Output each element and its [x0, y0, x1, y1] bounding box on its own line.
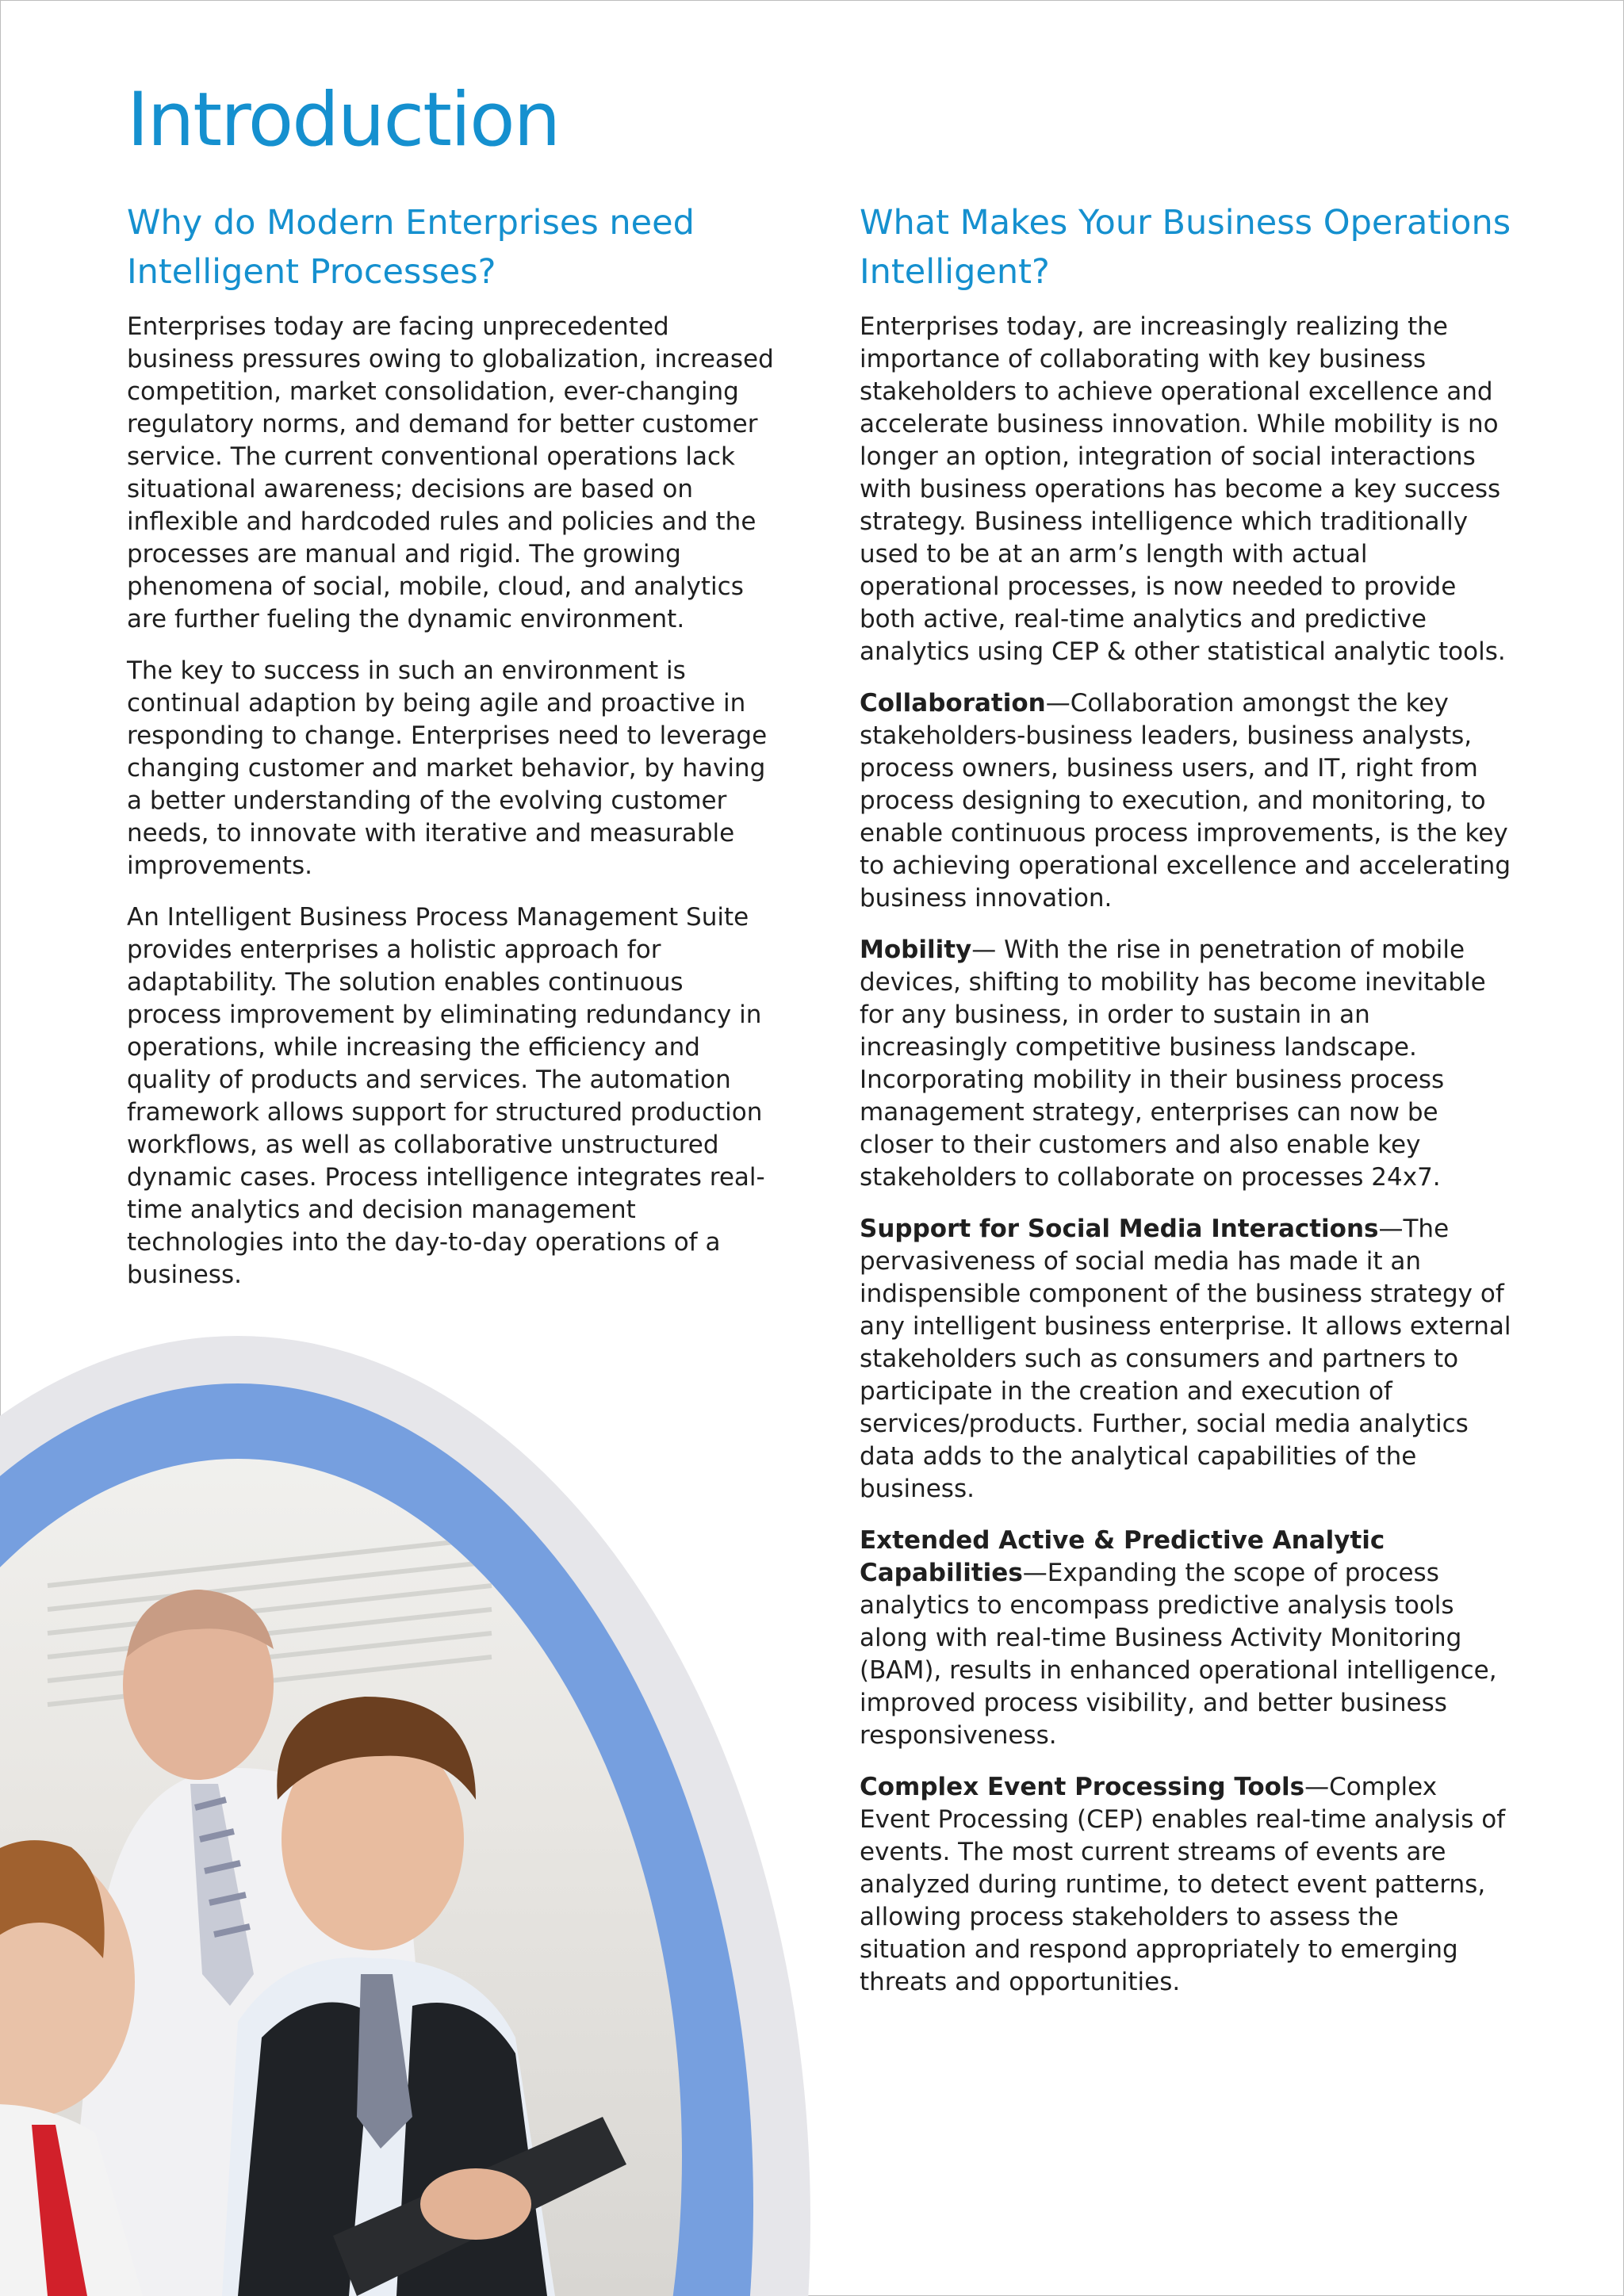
left-paragraph-2: The key to success in such an environment is continual adaption by being agile and proactive in responding to change. Enterprises need to leverage changing customer and market behavior, by having a better understanding of the evolving customer needs, to innovate with iterative and measurable improvements.: [127, 656, 768, 880]
feature-description: — With the rise in penetration of mobile devices, shifting to mobility has become inevitable for any business, in order to sustain in an increasingly competitive business landscape. Incorporating mobility in their business process management strategy, enterprises can now be closer to their customers and also enable key stakeholders to collaborate on processes 24x7.: [860, 936, 1486, 1192]
right-intro-paragraph: Enterprises today, are increasingly realizing the importance of collaborating with key business stakeholders to achieve operational excellence and accelerate business innovation. While mobility is no longer an option, integration of social interactions with business operations has become a key success strategy. Business intelligence which traditionally used to be at an arm’s length with actual operational processes, is now needed to provide both active, real-time analytics and predictive analytics using CEP & other statistical analytic tools.: [860, 312, 1506, 666]
page-title: Introduction: [127, 77, 560, 163]
feature-description: —Collaboration amongst the key stakeholders-business leaders, business analysts, process owners, business users, and IT, right from process designing to execution, and monitoring, to enable continuous process improvements, is the key to achieving operational excellence and accelerating business innovation.: [860, 689, 1511, 913]
feature-term: Extended Active & Predictive Analytic Capabilities: [860, 1526, 1385, 1587]
left-paragraph-3: An Intelligent Business Process Management Suite provides enterprises a holistic approach for adaptability. The solution enables continuous process improvement by eliminating redundancy in operations, while increasing the efficiency and quality of products and services. The automation framework allows support for structured production workflows, as well as collaborative unstructured dynamic cases. Process intelligence integrates real-time analytics and decision management technologies into the day-to-day operations of a business.: [127, 903, 765, 1289]
feature-collaboration: [860, 687, 1511, 915]
left-paragraph-1: Enterprises today are facing unprecedented business pressures owing to globalization, increased competition, market consolidation, ever-changing regulatory norms, and demand for better customer service. The current conventional operations lack situational awareness; decisions are based on inflexible and hardcoded rules and policies and the processes are manual and rigid. The growing phenomena of social, mobile, cloud, and analytics are further fueling the dynamic environment.: [127, 312, 774, 633]
feature-mobility: [860, 934, 1511, 1194]
feature-analytics: [860, 1525, 1511, 1752]
left-section-heading: Why do Modern Enterprises need Intelligent Processes?: [127, 203, 695, 292]
feature-term: Support for Social Media Interactions: [860, 1215, 1379, 1243]
right-column: [860, 198, 1511, 2018]
feature-cep: [860, 1771, 1511, 1999]
left-column: [127, 198, 779, 1311]
feature-description: —The pervasiveness of social media has made it an indispensible component of the business strategy of any intelligent business enterprise. It allows external stakeholders such as consumers and partners to participate in the creation and execution of services/products. Further, social media analytics data adds to the analytical capabilities of the business.: [860, 1215, 1511, 1503]
feature-social-media: [860, 1213, 1511, 1506]
feature-term: Mobility: [860, 936, 972, 964]
feature-description: —Expanding the scope of process analytics to encompass predictive analysis tools along with real-time Business Activity Monitoring (BAM), results in enhanced operational intelligence, improved process visibility, and better business responsiveness.: [860, 1559, 1497, 1750]
business-team-photo-icon: [0, 1324, 825, 2296]
feature-description: —Complex Event Processing (CEP) enables real-time analysis of events. The most current streams of events are analyzed during runtime, to detect event patterns, allowing process stakeholders to assess the situation and respond appropriately to emerging threats and opportunities.: [860, 1773, 1506, 1996]
feature-term: Collaboration: [860, 689, 1046, 718]
right-section-heading: What Makes Your Business Operations Intelligent?: [860, 203, 1511, 292]
feature-term: Complex Event Processing Tools: [860, 1773, 1305, 1801]
